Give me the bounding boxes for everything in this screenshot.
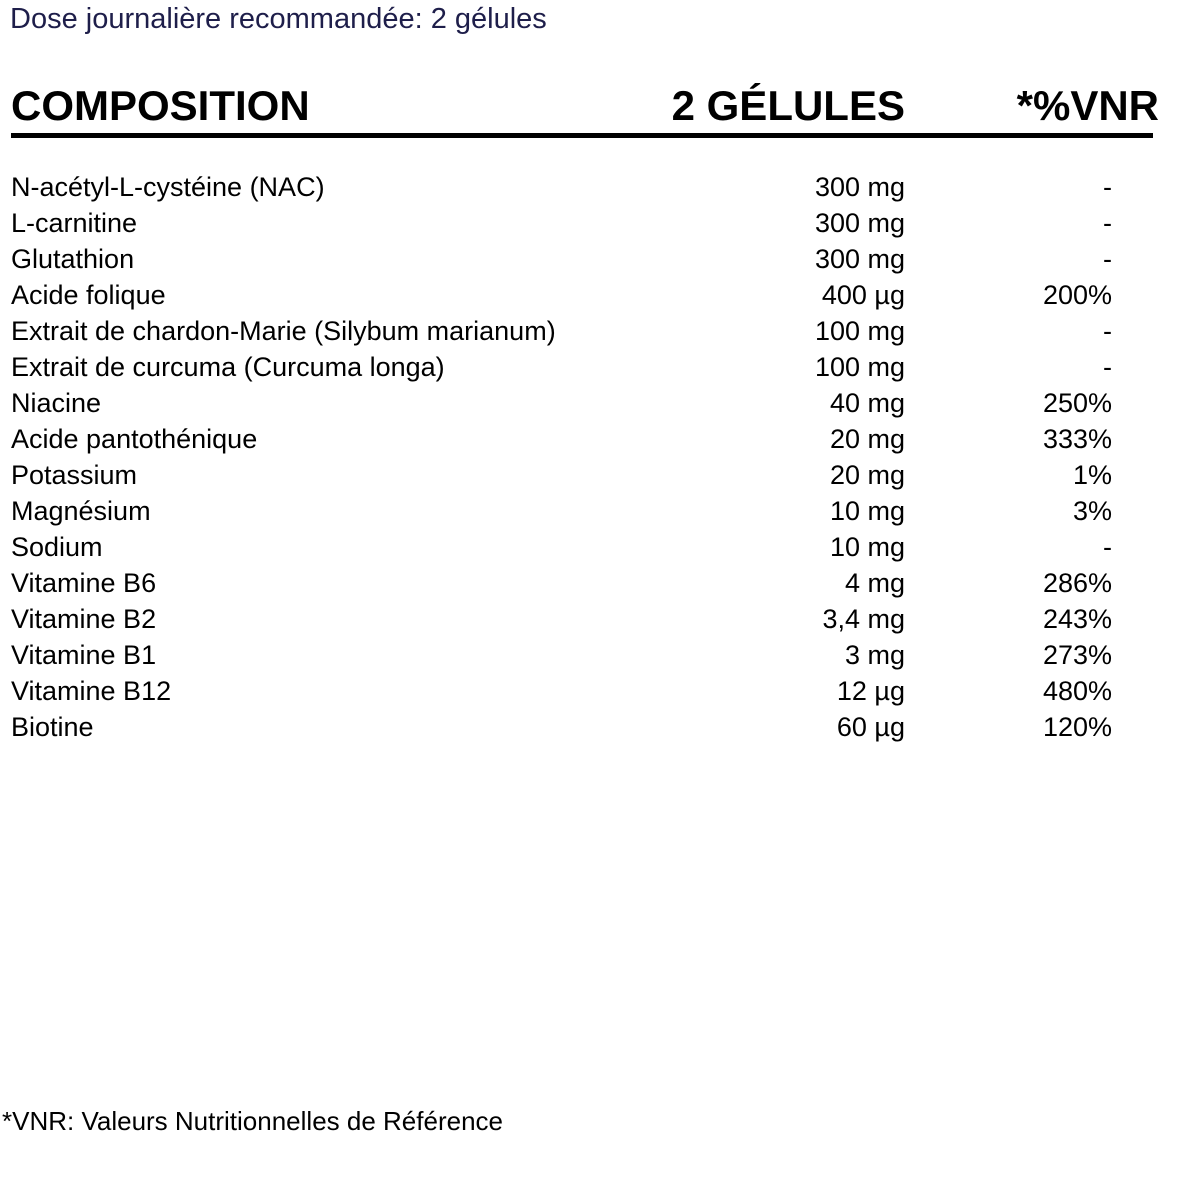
ingredient-name: Biotine — [11, 712, 94, 742]
ingredient-vnr: 286% — [1042, 568, 1112, 598]
ingredient-quantity: 10 mg — [829, 496, 905, 526]
ingredient-quantity: 400 µg — [821, 280, 905, 310]
header-vnr: *%VNR — [1016, 82, 1159, 129]
table-row — [0, 529, 1200, 565]
ingredient-quantity: 100 mg — [814, 316, 905, 346]
table-row — [0, 349, 1200, 385]
ingredient-quantity: 300 mg — [814, 208, 905, 238]
ingredient-name: Sodium — [11, 532, 103, 562]
table-row — [0, 457, 1200, 493]
ingredient-name: Vitamine B1 — [11, 640, 157, 670]
ingredient-quantity: 10 mg — [829, 532, 905, 562]
ingredient-quantity: 20 mg — [829, 424, 905, 454]
ingredient-name: Glutathion — [11, 244, 135, 274]
ingredient-vnr: 333% — [1042, 424, 1112, 454]
ingredient-vnr: 3% — [1072, 496, 1112, 526]
table-row — [0, 637, 1200, 673]
ingredient-vnr: - — [1103, 244, 1112, 274]
ingredient-vnr: - — [1103, 208, 1112, 238]
ingredient-name: Acide folique — [11, 280, 166, 310]
ingredient-name: Extrait de curcuma (Curcuma longa) — [11, 352, 445, 382]
table-row — [0, 673, 1200, 709]
vnr-footnote: *VNR: Valeurs Nutritionnelles de Référence — [2, 1106, 503, 1136]
table-row — [0, 493, 1200, 529]
ingredient-vnr: - — [1103, 172, 1112, 202]
header-composition: COMPOSITION — [11, 82, 310, 129]
ingredient-vnr: 480% — [1042, 676, 1112, 706]
ingredient-vnr: - — [1103, 532, 1112, 562]
table-row — [0, 313, 1200, 349]
composition-table — [0, 169, 1200, 745]
ingredient-vnr: - — [1103, 316, 1112, 346]
ingredient-quantity: 4 mg — [844, 568, 905, 598]
header-divider — [11, 133, 1153, 138]
ingredient-vnr: 273% — [1042, 640, 1112, 670]
ingredient-vnr: 250% — [1042, 388, 1112, 418]
ingredient-vnr: 1% — [1072, 460, 1112, 490]
ingredient-quantity: 3,4 mg — [822, 604, 905, 634]
table-row — [0, 385, 1200, 421]
table-row — [0, 169, 1200, 205]
ingredient-name: Potassium — [11, 460, 138, 490]
ingredient-name: N-acétyl-L-cystéine (NAC) — [11, 172, 325, 202]
ingredient-vnr: 120% — [1042, 712, 1112, 742]
table-row — [0, 565, 1200, 601]
ingredient-name: Vitamine B2 — [11, 604, 157, 634]
table-row — [0, 709, 1200, 745]
ingredient-name: Vitamine B6 — [11, 568, 157, 598]
ingredient-vnr: 200% — [1042, 280, 1112, 310]
ingredient-quantity: 60 µg — [836, 712, 905, 742]
ingredient-quantity: 40 mg — [829, 388, 905, 418]
table-row — [0, 601, 1200, 637]
ingredient-quantity: 12 µg — [836, 676, 905, 706]
daily-dose-label: Dose journalière recommandée: 2 gélules — [10, 3, 547, 35]
ingredient-quantity: 100 mg — [814, 352, 905, 382]
ingredient-vnr: - — [1103, 352, 1112, 382]
table-row — [0, 241, 1200, 277]
ingredient-quantity: 20 mg — [829, 460, 905, 490]
table-header — [0, 82, 1200, 130]
ingredient-name: Magnésium — [11, 496, 151, 526]
ingredient-quantity: 300 mg — [814, 244, 905, 274]
ingredient-name: Niacine — [11, 388, 102, 418]
ingredient-name: L-carnitine — [11, 208, 138, 238]
table-row — [0, 205, 1200, 241]
header-quantity: 2 GÉLULES — [671, 82, 905, 129]
ingredient-vnr: 243% — [1042, 604, 1112, 634]
table-row — [0, 277, 1200, 313]
ingredient-name: Extrait de chardon-Marie (Silybum marianum) — [11, 316, 556, 346]
ingredient-quantity: 3 mg — [844, 640, 905, 670]
table-row — [0, 421, 1200, 457]
ingredient-quantity: 300 mg — [814, 172, 905, 202]
ingredient-name: Acide pantothénique — [11, 424, 258, 454]
ingredient-name: Vitamine B12 — [11, 676, 172, 706]
